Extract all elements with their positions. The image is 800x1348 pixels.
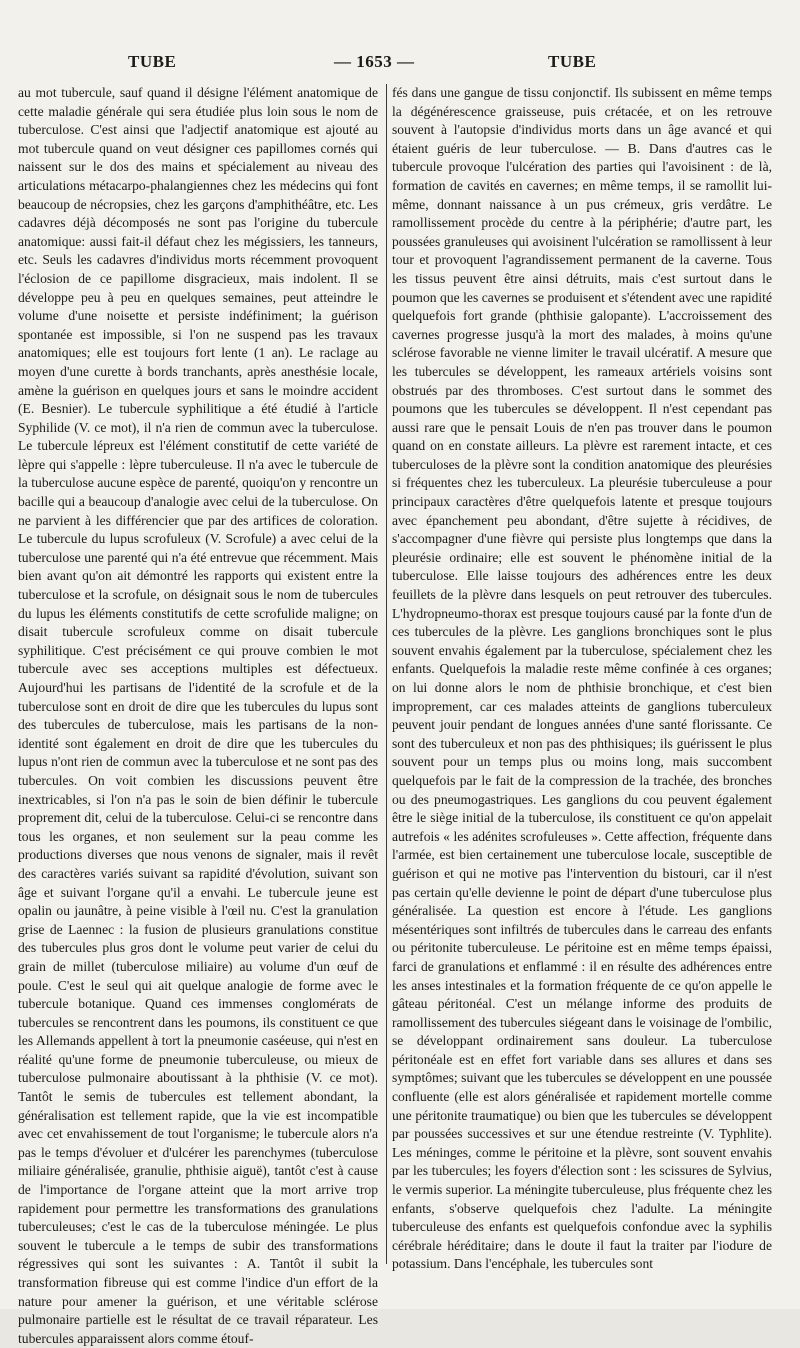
left-column-text: au mot tubercule, sauf quand il désigne l'élément anatomique de cette maladie générale qui sera étudiée plus loin sous le nom de tuberculose. C'est ainsi que l'adjectif anatomique est ajouté au mot tubercule quand on veut désigner ces papillomes cornés qui naissent sur le dos des mains et spécialement au niveau des articulations métacarpo-phalangiennes chez les médecins qui font beaucoup de nécropsies, chez les garçons d'amphithéâtre, etc. Les cadavres déjà décomposés ne sont pas l'origine du tubercule anatomique: aussi fait-il défaut chez les mégissiers, les tanneurs, etc. Seuls les cadavres d'individus morts récemment provoquent l'éclosion de ce papillome disgracieux, mais indolent. Il se développe peu à peu en quelques semaines, peut atteindre le volume d'une noisette et persiste indéfiniment; la guérison spontanée est impossible, si l'on ne suspend pas les travaux anatomiques; elle est toujours fort lente (1 an). Le raclage au moyen d'une curette à bords tranchants, après anesthésie locale, amène la guérison en quelques jours et sans le moindre accident (E. Besnier). Le tubercule syphilitique a été étudié à l'article Syphilide (V. ce mot), il n'a rien de commun avec la tuberculose. Le tubercule lépreux est l'élément constitutif de cette variété de lèpre qui s'appelle : lèpre tuberculeuse. Il n'a avec le tubercule de la tuberculose aucune espèce de parenté, quoiqu'on y rencontre un bacille qui a beaucoup d'analogie avec celui de la tuberculose. On ne parvient à les différencier que par des artifices de coloration. Le tubercule du lupus scrofuleux (V. Scrofule) a avec celui de la tuberculose une parenté qui n'a été entrevue que récemment. Mais bien avant qu'on ait démontré les rapports qui existent entre la tuberculose et la scrofule, on désignait sous le nom de tubercules du lupus les éléments constitutifs de cette scrofulide maligne; on disait tubercule scrofuleux comme on disait tubercule syphilitique. C'est précisément ce qui prouve combien le mot tubercule avec ses acceptions multiples est défectueux. Aujourd'hui les partisans de l'identité de la scrofule et de la tuberculose sont en droit de dire que les tubercules du lupus sont des tubercules de tuberculose, mais les partisans de la non-identité sont également en droit de dire que les tubercules du lupus n'ont rien de commun avec la tuberculose et ne sont pas des tubercules. On voit combien les discussions peuvent être inextricables, si l'on n'a pas le soin de bien définir le tubercule proprement dit, celui de la tuberculose. Celui-ci se rencontre dans tous les organes, et non seulement sur la peau comme les productions diverses que nous venons de signaler, mais il revêt des caractères variés suivant sa rapidité d'évolution, suivant son âge et suivant l'organe qu'il a envahi. Le tubercule jeune est opalin ou jaunâtre, à peine visible à l'œil nu. C'est la granulation grise de Laennec : la fusion de plusieurs granulations constitue des tubercules plus gros dont le volume peut varier de celui du grain de millet (tuberculose miliaire) au volume d'un œuf de poule. C'est le seul qui ait quelque analogie de forme avec le tubercule botanique. Quand ces immenses conglomérats de tubercules se rencontrent dans les poumons, ils constituent ce que les Allemands appellent à tort la pneumonie caséeuse, qui n'est en réalité qu'une forme de pneumonie tuberculeuse, ou mieux de tuberculose pulmonaire aboutissant à la phthisie (V. ce mot). Tantôt le semis de tubercules est tellement abondant, la généralisation est tellement rapide, que la vie est incompatible avec cet envahissement de tout l'organisme; le tubercule alors n'a pas le temps d'évoluer et d'ulcérer les parenchymes (tuberculose miliaire généralisée, granulie, phthisie aiguë), tantôt c'est à cause de l'importance de l'organe atteint que la mort arrive trop rapidement pour permettre les transformations des granulations tuberculeuses; c'est le cas de la tuberculose méningée. Le plus souvent le tubercule a le temps de subir des transformations régressives qui sont les suivantes : A. Tantôt il subit la transformation fibreuse qui est comme l'indice d'un effort de la nature pour amener la guérison, et une véritable sclérose pulmonaire partielle est le résultat de ce travail réparateur. Les tubercules apparaissent alors comme étouf- xyxy=(18,85,382,1346)
column-divider xyxy=(386,84,387,1264)
page-number: — 1653 — xyxy=(334,52,415,71)
text-column-right xyxy=(392,84,776,1289)
right-column-text: fés dans une gangue de tissu conjonctif. Ils subissent en même temps la dégénérescence graisseuse, puis crétacée, et on les retrouve souvent à l'autopsie d'individus morts dans un âge avancé et qui étaient guéris de leur tuberculose. — B. Dans d'autres cas le tubercule provoque l'ulcération des parties qui l'avoisinent : de là, formation de cavités en cavernes; en même temps, il se ramollit lui-même, donnant naissance à un pus crémeux, gris verdâtre. Le ramollissement procède du centre à la périphérie; d'autre part, les poussées granuleuses qui avoisinent l'ulcération se ramollissent à leur tour et provoquent l'agrandissement permanent de la caverne. Tous les tissus peuvent être ainsi détruits, mais c'est surtout dans le poumon que les cavernes se produisent et s'étendent avec une rapidité quelquefois fort grande (phthisie galopante). L'accroissement des cavernes progresse jusqu'à la mort des malades, à moins qu'une sclérose favorable ne vienne limiter le travail ulcératif. A mesure que les tubercules se développent, les rameaux artériels voisins sont obstrués par des thromboses. C'est surtout dans le sommet des poumons que les tubercules se développent. Il n'est cependant pas aussi rare que le pensait Louis de n'en pas trouver dans le poumon quand on en constate ailleurs. La plèvre est rarement intacte, et ces tuberculoses de la plèvre sont la condition anatomique des pleurésies si fréquentes chez les tuberculeux. La pleurésie tuberculeuse a pour principaux caractères d'être quelquefois latente et presque toujours avec épanchement peu abondant, d'être sujette à récidives, de s'accompagner d'une fièvre qui persiste plus longtemps que dans la pleurésie ordinaire; elle est souvent le phénomène initial de la tuberculose. Elle laisse toujours des adhérences entre les deux feuillets de la plèvre dans lesquels on peut retrouver des tubercules. L'hydropneumo-thorax est presque toujours causé par la fonte d'un de ces tubercules de la plèvre. Les ganglions bronchiques sont le plus souvent envahis également par la tuberculose, spécialement chez les enfants. Quelquefois la maladie reste même confinée à ces organes; on lui donne alors le nom de phthisie bronchique, et c'est bien improprement, car ces malades atteints de ganglions tuberculeux peuvent jouir pendant de longues années d'une santé florissante. Ce sont des tuberculeux et non pas des phthisiques; ils guérissent le plus souvent pour un temps plus ou moins long, mais succombent quelquefois par le fait de la compression de la trachée, des bronches ou des pneumogastriques. Les ganglions du cou peuvent également être le siège initial de la tuberculose, ils constituent ce qu'on appelait autrefois « les adénites scrofuleuses ». Cette affection, fréquente dans l'armée, est bien certainement une tuberculose locale, susceptible de guérison et qui ne motive pas l'intervention du bistouri, car il n'est pas certain qu'elle devienne le point de départ d'une tuberculose plus généralisée. La question est encore à l'étude. Les ganglions mésentériques sont infiltrés de tubercules dans le carreau des enfants ou péritonite tuberculeuse. Le péritoine est en même temps épaissi, farci de granulations et enflammé : il en résulte des adhérences entre les anses intestinales et la formation fréquente de ce qu'on appelle le gâteau péritonéal. C'est un mélange informe des produits de ramollissement des tubercules siégeant dans le voisinage de l'ombilic, se développant ordinairement sans douleur. La tuberculose péritonéale est en effet fort variable dans ses allures et dans ses symptômes; suivant que les tubercules se développent en une poussée confluente (elle est alors généralisée et rapidement mortelle comme une péritonite traumatique) ou bien que les tubercules se développent par poussées successives et sur une étendue restreinte (V. Typhlite). Les méninges, comme le péritoine et la plèvre, sont souvent envahis par les tubercules; les foyers d'élection sont : les scissures de Sylvius, le vermis superior. La méningite tuberculeuse, plus fréquente chez les enfants, s'observe quelquefois chez l'adulte. La méningite tuberculeuse des enfants est quelquefois confondue avec la syphilis cérébrale héréditaire; dans le doute il faut la traiter par l'iodure de potassium. Dans l'encéphale, les tubercules sont xyxy=(392,85,776,1272)
running-header xyxy=(0,48,800,78)
header-keyword-right: TUBE xyxy=(548,52,597,71)
header-keyword-left: TUBE xyxy=(128,52,177,71)
text-column-left xyxy=(18,84,382,1346)
